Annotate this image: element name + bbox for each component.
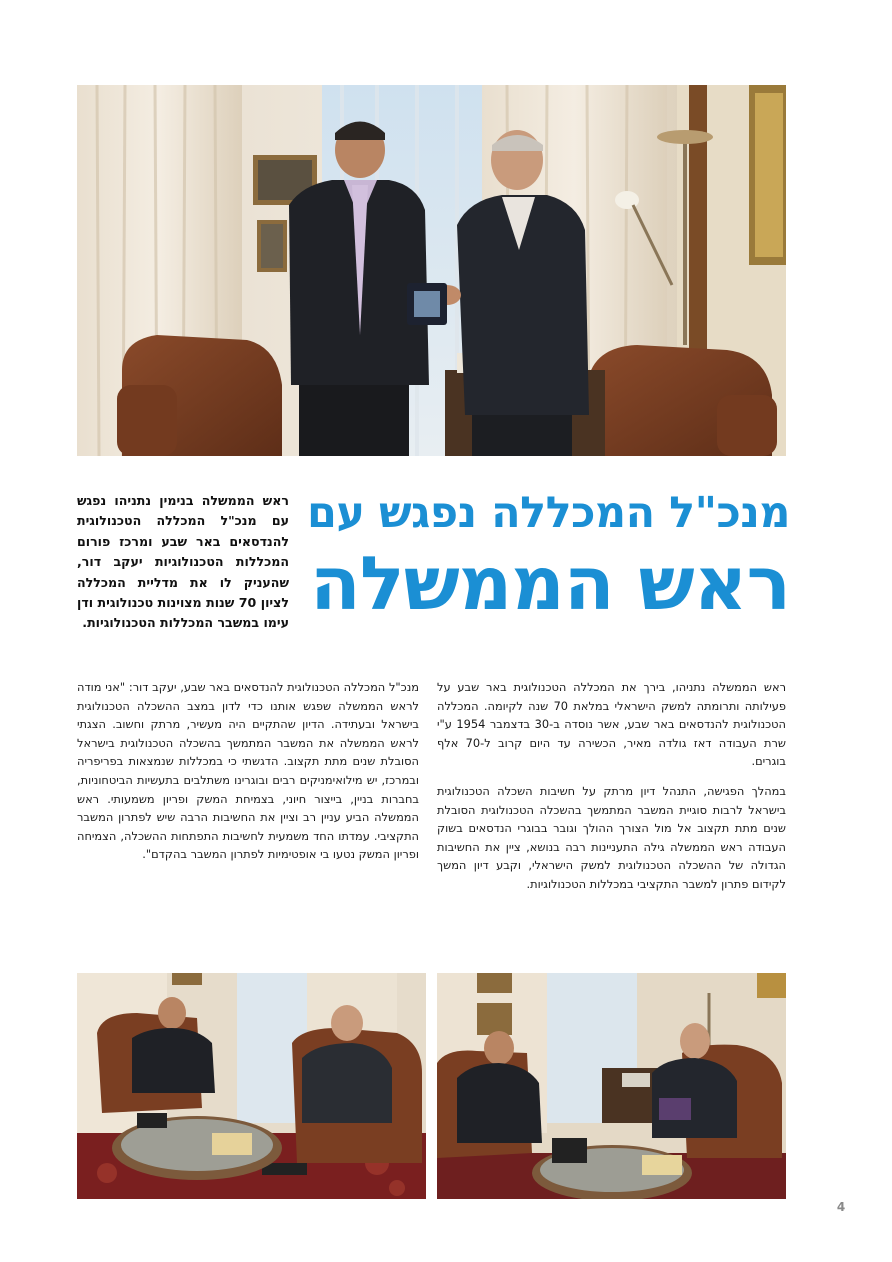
article-lead: ראש הממשלה בנימין נתניהו נפגש עם מנכ"ל המכללה הטכנולוגית להנדסאים באר שבע ומרכז פורום המכללות הטכנולוגיות יעקב דור, שהעניק לו את מדליית המכללה לציון 70 שנות מצוינות טכנולוגית ודן עימו במשבר המכללות הטכנולוגיות. bbox=[77, 493, 289, 631]
headline-line-1: מנכ"ל המכללה נפגש עם bbox=[306, 488, 790, 538]
body-paragraph: ראש הממשלה נתניהו, בירך את המכללה הטכנולוגית באר שבע על פעילותה ותרומתה למשק הישראלי במלאת 70 שנה לקיומה. המכללה הטכנולוגית להנדסאים באר שבע, אשר נוסדה ב-30 בדצמבר 1954 ע"י שרת העבודה דאז גולדה מאיר, הכשירה עד היום קרוב ל-70 אלף בוגרים. bbox=[437, 680, 786, 769]
headline-line-2: ראש הממשלה bbox=[310, 541, 790, 627]
body-column-right bbox=[437, 678, 786, 905]
body-column-left bbox=[77, 678, 419, 875]
article-headline bbox=[300, 484, 790, 626]
meeting-photo-left bbox=[77, 973, 426, 1199]
meeting-photo-right bbox=[437, 973, 786, 1199]
body-paragraph: במהלך הפגישה, התנהל דיון מרתק על חשיבות השכלה הטכנולוגית בישראל לרבות סוגיית המשבר המתמשך בהשכלה הטכנולוגית הסובלת שנים מתת תקצוב אל מול הצורך ההולך וגובר בבוגרי הנדסאים בשוק העבודה ראש הממשלה גילה התעניינות רבה בנושא, ציין את החשיבות הגדולה של ההשכלה הטכנולוגית למשק הישראלי, וקבע דיון המשך לקידום פתרון למשבר התקציבי במכללות הטכנולוגיות. bbox=[437, 783, 786, 891]
body-paragraph: מנכ"ל המכללה הטכנולוגית להנדסאים באר שבע, יעקב דור: "אני מודה לראש הממשלה שפגש אותנו כדי לדון במצב ההשכלה הטכנולוגית בישראל ובעתידה. הדיון שהתקיים היה מעשיר, מרתק וחשוב. הצגתי לראש הממשלה את המשבר המתמשך בהשכלה הטכנולוגית בישראל הסובלת שנים מתת תקצוב. הדגשתי כי במכללות שנמצאות בפריפריה ובמרכז, יש מילואימניקים רבים ובוגרינו משתלבים בתעשיות הביטחוניות, בחברות בניין, בייצור חיוני, בצמיחת המשק ופריון משמעותי. ראש הממשלה הביע עניין רב וציין את החשיבות הרבה שיש לפתרון המשבר התקציבי. עמדתו החד משמעית לחשיבות התפתחות ההשכלה, הצמיחה ופריון המשק נטעו בי אופטימיות לפתרון המשבר בהקדם". bbox=[77, 680, 419, 862]
hero-photo bbox=[77, 85, 786, 456]
page-number: 4 bbox=[836, 1200, 846, 1214]
